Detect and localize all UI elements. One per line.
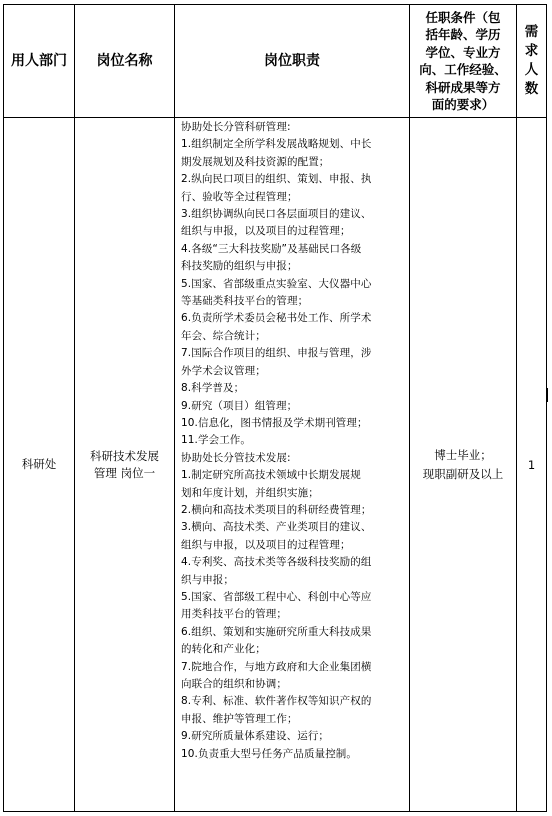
edge-mark (547, 388, 548, 402)
requirement-line: 博士毕业； (434, 447, 492, 462)
duty-line: 等基础类科技平台的管理； (181, 295, 309, 308)
header-row (4, 5, 547, 118)
header-count-char: 人 (524, 62, 539, 78)
duty-line: 4.各级“三大科技奖励”及基础民口各级 (181, 242, 362, 255)
header-requirements-line: 学位、专业方 (425, 44, 501, 60)
header-requirements-line: 向、工作经验、 (419, 62, 507, 77)
requirements-cell (410, 118, 517, 812)
duty-line: 8.专利、标准、软件著作权等知识产权的 (181, 695, 372, 708)
duty-line: 10.信息化，图书情报及学术期刊管理； (181, 416, 368, 429)
header-count-char: 数 (524, 81, 539, 97)
duty-line: 5.国家、省部级工程中心、科创中心等应 (181, 590, 372, 603)
duty-line: 7.院地合作，与地方政府和大企业集团横 (181, 660, 372, 673)
header-count-char: 需 (524, 24, 539, 40)
header-department: 用人部门 (4, 5, 75, 118)
duty-line: 2.纵向民口项目的组织、策划、申报、执 (181, 173, 372, 186)
duty-line: 期发展规划及科技资源的配置； (181, 155, 330, 168)
duty-line: 5.国家、省部级重点实验室、大仪器中心 (181, 277, 372, 290)
department-cell: 科研处 (4, 118, 75, 812)
header-count (517, 5, 547, 118)
duty-line: 9.研究所质量体系建设、运行； (181, 730, 330, 743)
header-requirements-line: 任职条件（包 (425, 9, 501, 25)
duty-line: 8.科学普及； (181, 382, 245, 395)
duty-line: 10.负责重大型号任务产品质量控制。 (181, 747, 357, 760)
duty-line: 向联合的组织和协调； (181, 678, 287, 690)
duty-line: 组织与申报，以及项目的过程管理； (181, 225, 351, 238)
duty-line: 11.学会工作。 (181, 434, 251, 447)
header-position: 岗位名称 (75, 5, 175, 118)
duty-line: 9.研究（项目）组管理； (181, 399, 298, 412)
header-requirements-line: 科研成果等方 (425, 79, 501, 95)
duty-line: 1.制定研究所高技术领域中长期发展规 (181, 469, 361, 482)
position-line: 科研技术发展 (90, 448, 159, 463)
duty-line: 年会、综合统计； (181, 329, 266, 342)
header-count-char: 求 (524, 43, 539, 59)
header-requirements-line: 括年龄、学历 (425, 27, 501, 42)
duty-line: 1.组织制定全所学科发展战略规划、中长 (181, 138, 372, 151)
duty-line: 织与申报； (181, 573, 234, 586)
duty-line: 外学术会议管理； (181, 364, 266, 377)
duty-line: 6.组织、策划和实施研究所重大科技成果 (181, 625, 372, 638)
duty-line: 3.横向、高技术类、产业类项目的建议、 (181, 521, 372, 534)
duty-line: 的转化和产业化； (181, 643, 266, 656)
count-cell: 1 (517, 118, 547, 812)
position-cell (75, 118, 175, 812)
table-row (4, 118, 547, 812)
duty-line: 行、验收等全过程管理； (181, 190, 298, 203)
requirement-line: 现职副研及以上 (422, 466, 504, 481)
header-requirements (410, 5, 517, 118)
duty-line: 申报、维护等管理工作； (181, 712, 298, 725)
header-duties: 岗位职责 (175, 5, 410, 118)
duty-line: 7.国际合作项目的组织、申报与管理，涉 (181, 347, 372, 360)
header-requirements-line: 面的要求） (431, 97, 495, 112)
duties-cell (175, 118, 410, 812)
duty-line: 协助处长分管技术发展: (181, 451, 291, 464)
duty-line: 6.负责所学术委员会秘书处工作、所学术 (181, 312, 372, 325)
duty-line: 用类科技平台的管理； (181, 608, 287, 621)
duty-line: 科技奖励的组织与申报； (181, 260, 298, 273)
duty-line: 2.横向和高技术类项目的科研经费管理； (181, 503, 372, 516)
duty-line: 4.专利奖、高技术类等各级科技奖励的组 (181, 556, 372, 569)
duty-line: 协助处长分管科研管理: (181, 121, 291, 133)
duty-line: 组织与申报，以及项目的过程管理； (181, 538, 351, 551)
duty-line: 3.组织协调纵向民口各层面项目的建议、 (181, 208, 372, 221)
duty-line: 划和年度计划，并组织实施； (181, 486, 319, 499)
position-line: 管理 岗位一 (93, 465, 156, 480)
job-posting-table (3, 4, 547, 812)
